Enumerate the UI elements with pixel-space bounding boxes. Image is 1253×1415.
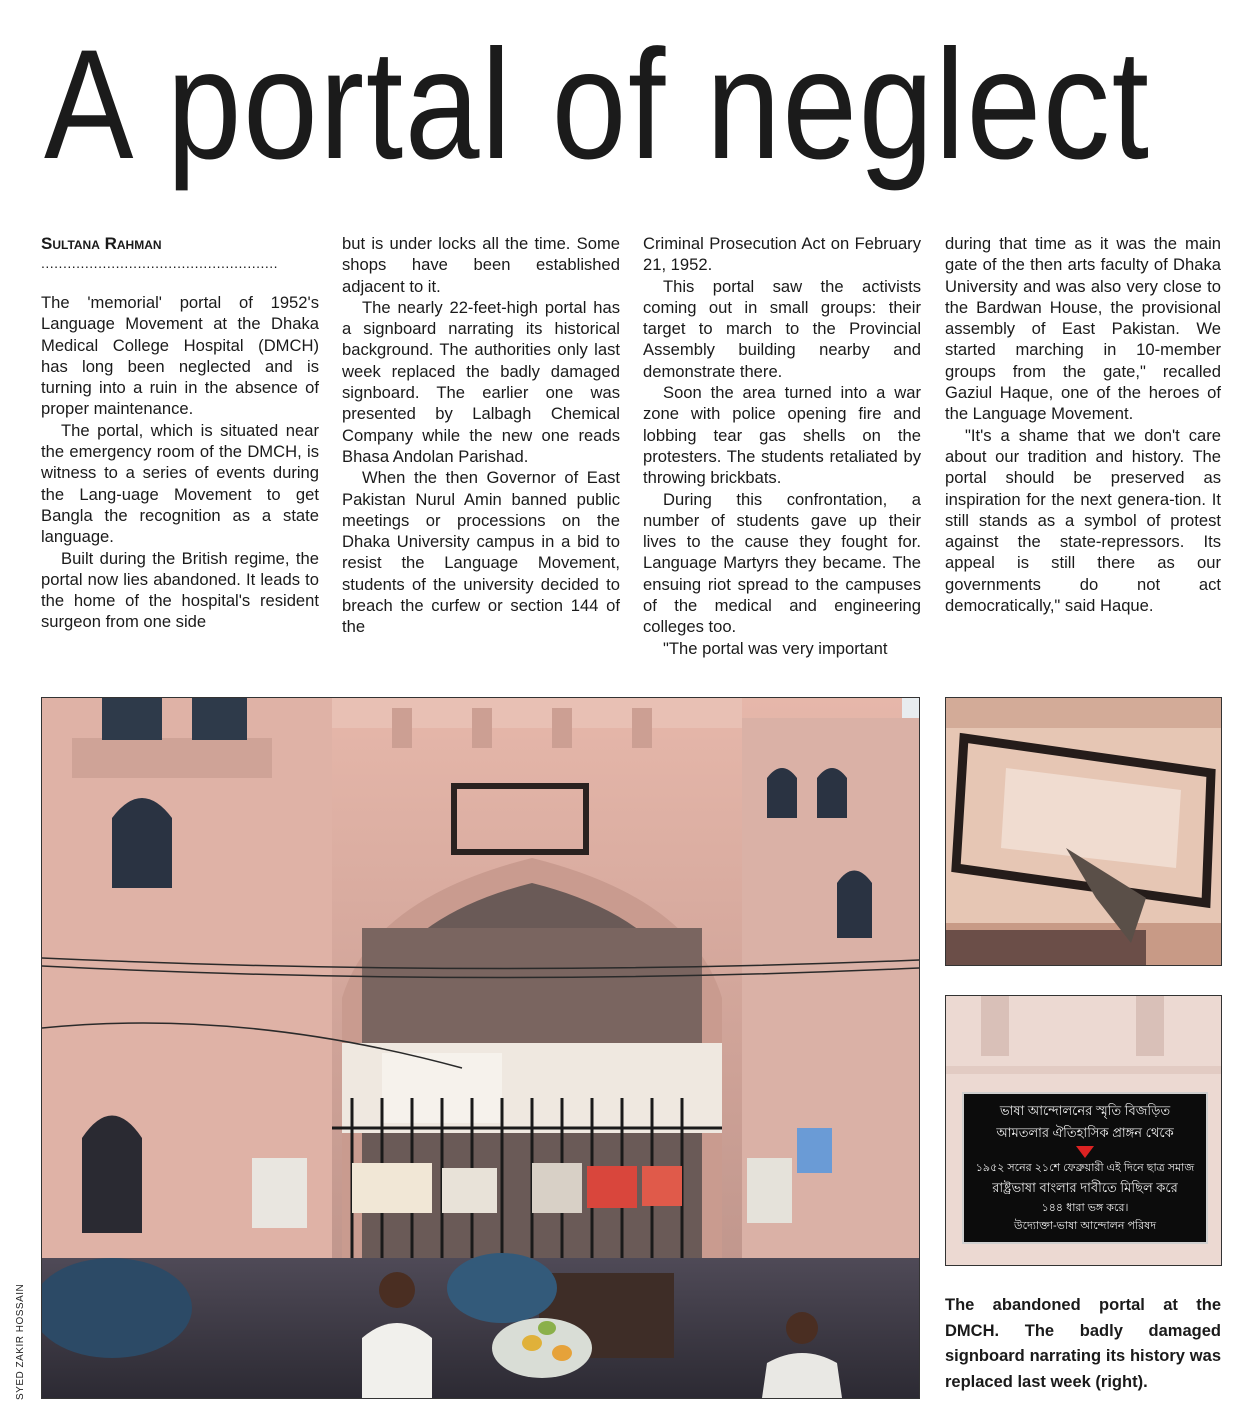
paragraph: "It's a shame that we don't care about our tradition and history. The portal should be preserved as inspiration for the next genera-tion. It still stands as a symbol of protest against the state-repressors. Its appeal is still there as our governments do not act democratically," said Haque. [945,425,1221,616]
article-column-3 [643,233,921,659]
paragraph: This portal saw the activists coming out in small groups: their target to march to the Provincial Assembly building nearby and demonstrate there. [643,276,921,381]
photo-credit: SYED ZAKIR HOSSAIN [15,1283,26,1400]
signboard-line: ভাষা আন্দোলনের স্মৃতি বিজড়িত [999,1103,1171,1118]
signboard-plaque [962,1092,1208,1244]
paragraph: The nearly 22-feet-high portal has a signboard narrating its historical background. The authorities only last week replaced the badly damaged signboard. The earlier one was presented by Lalbagh Chemical Company while the new one reads Bhasa Andolan Parishad. [342,297,620,466]
paragraph: during that time as it was the main gate of the then arts faculty of Dhaka University and was also very close to the Bardwan House, the provisional assembly of East Pakistan. We started marching in 10-member groups from the gate," recalled Gaziul Haque, one of the heroes of the Language Movement. [945,234,1221,424]
paragraph: but is under locks all the time. Some shops have been established adjacent to it. [342,234,620,296]
paragraph: Criminal Prosecution Act on February 21, 1952. [643,234,921,275]
paragraph: Built during the British regime, the portal now lies abandoned. It leads to the home of the hospital's resident surgeon from one side [41,548,319,632]
article-column-1 [41,233,319,633]
photo-caption: The abandoned portal at the DMCH. The badly damaged signboard narrating its history was replaced last week (right). [945,1296,1221,1391]
paragraph: The 'memorial' portal of 1952's Language Movement at the Dhaka Medical College Hospital (DMCH) has long been neglected and is turning into a ruin in the absence of proper maintenance. [41,293,319,419]
damaged-signboard-photo [945,697,1222,966]
paragraph: When the then Governor of East Pakistan Nurul Amin banned public meetings or processions on the Dhaka University campus in a bid to resist the Language Movement, students of the university decided to breach the curfew or section 144 of the [342,468,620,637]
signboard-line: উদ্যোক্তা-ভাষা আন্দোলন পরিষদ [1014,1220,1156,1232]
article-column-4 [945,233,1221,616]
signboard-line: রাষ্ট্রভাষা বাংলার দাবীতে মিছিল করে [992,1180,1178,1195]
byline-separator: ...................................................... [41,255,279,271]
headline: A portal of neglect [44,18,1151,192]
signboard-line: ১৪৪ ধারা ভঙ্গ করে। [1041,1202,1129,1214]
paragraph: "The portal was very important [663,638,888,658]
byline: Sultana Rahman [41,234,162,253]
signboard-line: ১৯৫২ সনের ২১শে ফেব্রুয়ারী এই দিনে ছাত্র সমাজ [975,1162,1195,1174]
red-arrow-icon [1076,1146,1094,1158]
article-column-2 [342,233,620,638]
signboard-line: আমতলার ঐতিহাসিক প্রাঙ্গন থেকে [996,1125,1174,1140]
main-photo-portal [41,697,920,1399]
paragraph: The portal, which is situated near the emergency room of the DMCH, is witness to a series of events during the Lang-uage Movement to get Bangla the recognition as a state language. [41,420,319,547]
paragraph: During this confrontation, a number of students gave up their lives to the cause they fought for. Language Martyrs they became. The ensuing riot spread to the campuses of the medical and engineering colleges too. [643,489,921,637]
paragraph: Soon the area turned into a war zone with police opening fire and lobbing tear gas shells on the protesters. The students retaliated by throwing brickbats. [643,383,921,488]
